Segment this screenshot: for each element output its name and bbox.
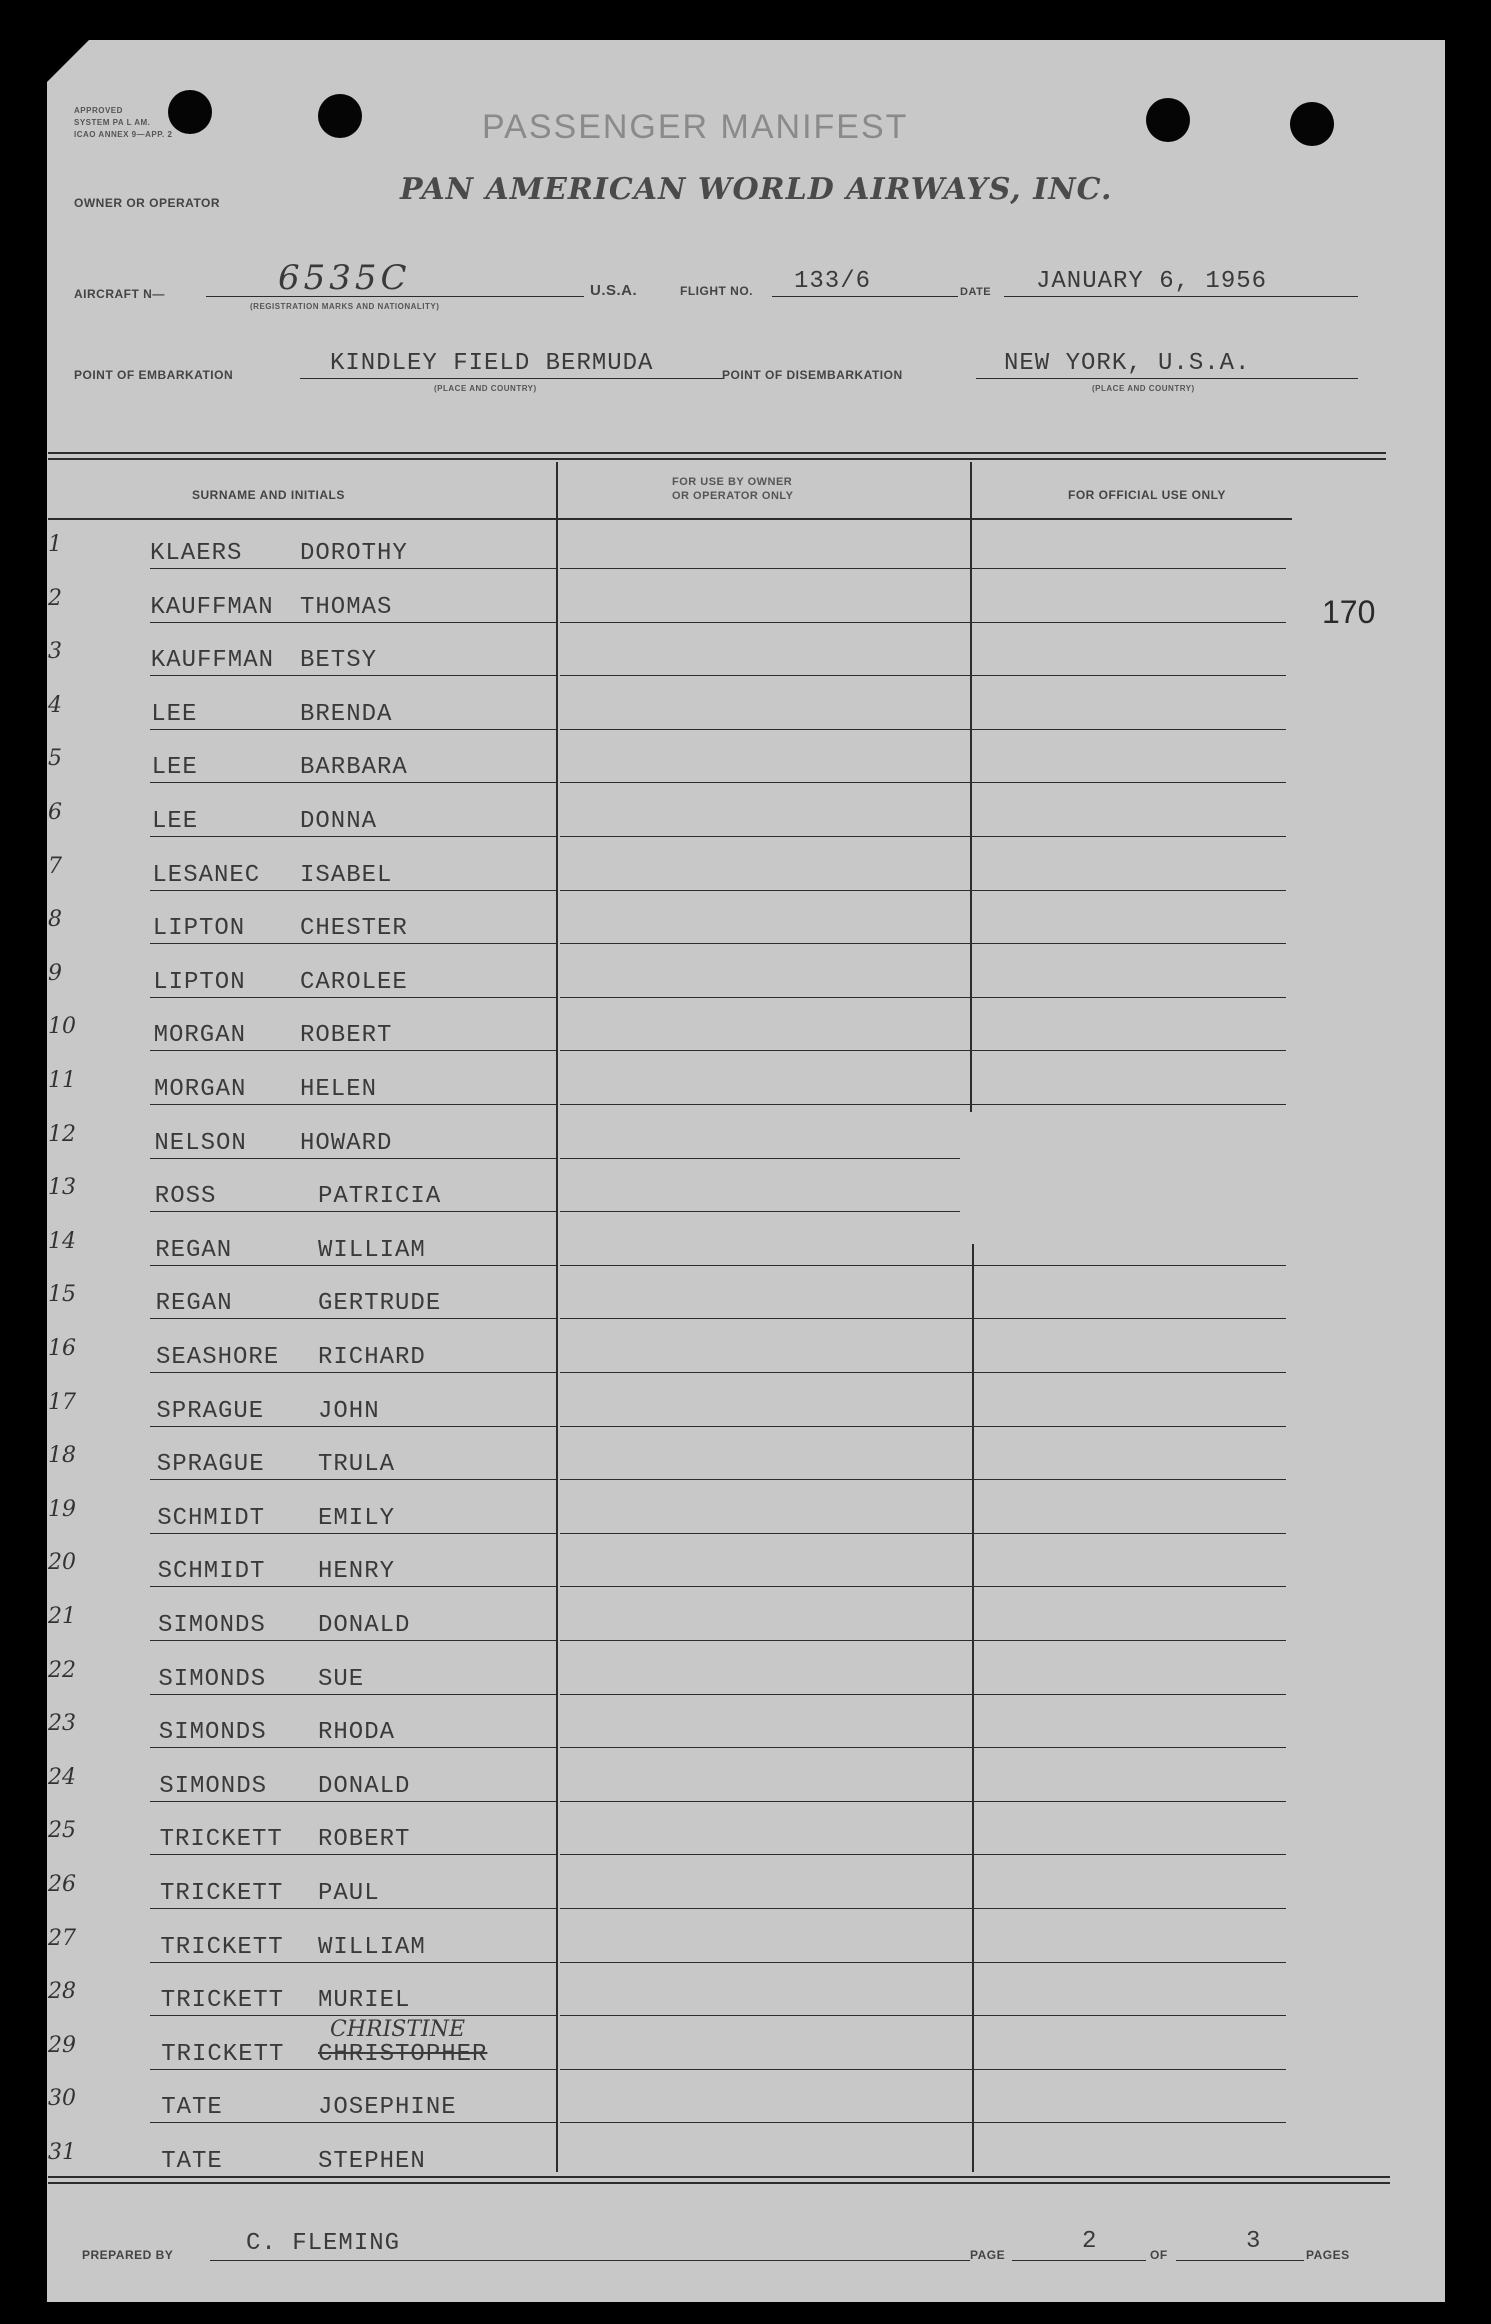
row-rule [560, 1854, 1286, 1855]
passenger-given-name: PATRICIA [318, 1183, 442, 1210]
passenger-given-name: JOHN [318, 1398, 380, 1425]
passenger-surname: KAUFFMAN [150, 594, 274, 621]
passenger-row [0, 1229, 1400, 1285]
check-mark: 24 [48, 1765, 76, 1790]
row-rule [150, 1854, 558, 1855]
passenger-surname: SIMONDS [158, 1666, 267, 1693]
passenger-surname: TRICKETT [161, 2041, 285, 2068]
passenger-row [0, 693, 1400, 749]
passenger-surname: LIPTON [153, 969, 246, 996]
passenger-given-name: DOROTHY [300, 540, 408, 567]
passenger-given-name: BARBARA [300, 754, 408, 781]
passenger-given-name: CHRISTOPHER [318, 2041, 488, 2068]
check-mark: 17 [48, 1390, 76, 1415]
check-mark: 6 [48, 800, 62, 825]
passenger-given-name: TRULA [318, 1451, 396, 1478]
column-header-surname: SURNAME AND INITIALS [192, 488, 345, 502]
row-rule [150, 2015, 558, 2016]
passenger-given-name: CAROLEE [300, 969, 408, 996]
approval-line: ICAO ANNEX 9—APP. 2 [74, 130, 173, 139]
check-mark: 7 [48, 854, 62, 879]
passenger-given-name: SUE [318, 1666, 365, 1693]
passenger-given-name: RICHARD [318, 1344, 426, 1371]
row-rule [560, 997, 1286, 998]
check-mark: 16 [48, 1336, 76, 1361]
passenger-row [0, 1282, 1400, 1338]
passenger-surname: ROSS [154, 1183, 217, 1210]
row-rule [560, 1050, 1286, 1051]
passenger-row [0, 1497, 1400, 1553]
total-line [1176, 2260, 1304, 2261]
passenger-surname: LEE [152, 808, 199, 835]
passenger-given-name: DONNA [300, 808, 378, 835]
row-rule [560, 890, 1286, 891]
passenger-row [0, 854, 1400, 910]
passenger-row [0, 2140, 1400, 2196]
approval-line: SYSTEM PA L AM. [74, 118, 151, 127]
embark-value: KINDLEY FIELD BERMUDA [330, 350, 654, 377]
row-rule [150, 622, 558, 623]
row-rule [560, 675, 1286, 676]
passenger-surname: TRICKETT [160, 1934, 284, 1961]
passenger-surname: LESANEC [152, 862, 261, 889]
total-pages-value: 3 [1246, 2228, 1262, 2255]
check-mark: 18 [48, 1443, 76, 1468]
punch-hole [1290, 102, 1334, 146]
passenger-row [0, 1443, 1400, 1499]
check-mark: 14 [48, 1229, 76, 1254]
folded-corner [47, 40, 89, 82]
row-rule [150, 1801, 558, 1802]
aircraft-value: 6535C [278, 258, 411, 298]
check-mark: 3 [48, 639, 62, 664]
passenger-surname: SIMONDS [158, 1719, 267, 1746]
passenger-row [0, 1711, 1400, 1767]
passenger-surname: SEASHORE [156, 1344, 280, 1371]
row-rule [560, 1265, 1286, 1266]
row-rule [560, 1479, 1286, 1480]
check-mark: 13 [48, 1175, 76, 1200]
check-mark: 29 [48, 2033, 76, 2058]
check-mark: 15 [48, 1282, 76, 1307]
passenger-row [0, 1765, 1400, 1821]
passenger-row [0, 1175, 1400, 1231]
disembark-note: (PLACE AND COUNTRY) [1092, 384, 1195, 393]
check-mark: 10 [48, 1014, 76, 1039]
check-mark: 12 [48, 1122, 76, 1147]
flight-value: 133/6 [794, 268, 872, 295]
passenger-row [0, 961, 1400, 1017]
passenger-row [0, 1979, 1400, 2035]
passenger-row [0, 639, 1400, 695]
passenger-given-name: GERTRUDE [318, 1290, 442, 1317]
passenger-surname: REGAN [155, 1237, 233, 1264]
row-rule [150, 890, 558, 891]
row-rule [150, 568, 558, 569]
check-mark: 26 [48, 1872, 76, 1897]
check-mark: 19 [48, 1497, 76, 1522]
passenger-given-name: BRENDA [300, 701, 393, 728]
embark-label: POINT OF EMBARKATION [74, 368, 234, 382]
passenger-given-name: ROBERT [318, 1826, 411, 1853]
passenger-given-name: CHESTER [300, 915, 408, 942]
check-mark: 1 [48, 532, 62, 557]
row-rule [150, 836, 558, 837]
column-header-official: FOR OFFICIAL USE ONLY [1068, 488, 1226, 502]
row-rule [150, 1372, 558, 1373]
passenger-row [0, 2017, 1400, 2089]
row-rule [560, 1747, 1286, 1748]
passenger-given-name: BETSY [300, 647, 378, 674]
operator-name: PAN AMERICAN WORLD AIRWAYS, INC. [400, 172, 1113, 207]
passenger-given-name: DONALD [318, 1773, 411, 1800]
check-mark: 22 [48, 1658, 76, 1683]
passenger-row [0, 1014, 1400, 1070]
passenger-row [0, 532, 1400, 588]
passenger-given-name: EMILY [318, 1505, 396, 1532]
row-rule [150, 997, 558, 998]
row-rule [560, 2069, 1286, 2070]
passenger-given-name: HOWARD [300, 1130, 393, 1157]
check-mark: 2 [48, 586, 62, 611]
disembark-label: POINT OF DISEMBARKATION [722, 368, 903, 382]
row-rule [560, 836, 1286, 837]
row-rule [560, 2015, 1286, 2016]
row-rule [150, 1962, 558, 1963]
row-rule [150, 943, 558, 944]
row-rule [560, 1694, 1286, 1695]
passenger-given-name: PAUL [318, 1880, 380, 1907]
row-rule [560, 1318, 1286, 1319]
passenger-row [0, 1336, 1400, 1392]
passenger-given-name: STEPHEN [318, 2148, 426, 2175]
row-rule [150, 1694, 558, 1695]
row-rule [150, 1479, 558, 1480]
row-rule [560, 1104, 1286, 1105]
row-rule [560, 729, 1286, 730]
check-mark: 5 [48, 746, 62, 771]
passenger-surname: LEE [151, 754, 198, 781]
passenger-row [0, 1390, 1400, 1446]
passenger-row [0, 1068, 1400, 1124]
row-rule [150, 1908, 558, 1909]
passenger-row [0, 907, 1400, 963]
passenger-surname: SCHMIDT [157, 1505, 266, 1532]
disembark-value: NEW YORK, U.S.A. [1004, 350, 1251, 377]
passenger-row [0, 800, 1400, 856]
pages-label: PAGES [1306, 2248, 1350, 2262]
passenger-surname: SCHMIDT [157, 1558, 266, 1585]
page-label: PAGE [970, 2248, 1006, 2262]
passenger-surname: TRICKETT [159, 1826, 283, 1853]
passenger-given-name: THOMAS [300, 594, 393, 621]
row-rule [560, 782, 1286, 783]
row-rule [150, 2122, 558, 2123]
check-mark: 21 [48, 1604, 76, 1629]
row-rule [150, 1533, 558, 1534]
passenger-surname: SIMONDS [158, 1612, 266, 1639]
date-line [1004, 296, 1358, 297]
punch-hole [1146, 98, 1190, 142]
row-rule [560, 1801, 1286, 1802]
passenger-surname: TATE [161, 2148, 223, 2175]
date-value: JANUARY 6, 1956 [1036, 268, 1268, 295]
row-rule [150, 1747, 558, 1748]
row-rule [560, 568, 1286, 569]
flight-line [772, 296, 958, 297]
embark-note: (PLACE AND COUNTRY) [434, 384, 537, 393]
passenger-given-name: WILLIAM [318, 1237, 426, 1264]
check-mark: 8 [48, 907, 62, 932]
prepared-line [210, 2260, 970, 2261]
passenger-surname: MORGAN [154, 1076, 247, 1103]
column-header-owner-use: FOR USE BY OWNER [672, 476, 793, 488]
passenger-row [0, 1926, 1400, 1982]
usa-label: U.S.A. [590, 282, 638, 299]
row-rule [150, 1265, 558, 1266]
passenger-row [0, 1658, 1400, 1714]
row-rule [560, 1533, 1286, 1534]
passenger-row [0, 2086, 1400, 2142]
page-title: PASSENGER MANIFEST [482, 108, 909, 146]
row-rule [560, 1372, 1286, 1373]
disembark-line [976, 378, 1358, 379]
row-rule [560, 1211, 960, 1212]
prepared-label: PREPARED BY [82, 2248, 174, 2262]
passenger-surname: REGAN [155, 1290, 233, 1317]
check-mark: 20 [48, 1550, 76, 1575]
page-value: 2 [1082, 2228, 1098, 2255]
aircraft-label: AIRCRAFT N— [74, 287, 165, 301]
prepared-value: C. FLEMING [246, 2230, 401, 2257]
passenger-row [0, 746, 1400, 802]
passenger-surname: LEE [151, 701, 198, 728]
flight-label: FLIGHT NO. [680, 284, 753, 298]
passenger-row [0, 1122, 1400, 1178]
passenger-surname: NELSON [154, 1130, 247, 1157]
passenger-surname: MORGAN [153, 1022, 247, 1049]
passenger-row [0, 1604, 1400, 1660]
check-mark: 31 [48, 2140, 76, 2165]
row-rule [150, 782, 558, 783]
passenger-surname: TRICKETT [160, 1987, 285, 2014]
passenger-row [0, 586, 1400, 642]
punch-hole [168, 90, 212, 134]
check-mark: 27 [48, 1926, 76, 1951]
check-mark: 30 [48, 2086, 76, 2111]
margin-note: 170 [1322, 594, 1376, 630]
row-rule [150, 2069, 558, 2070]
passenger-surname: KAUFFMAN [150, 647, 275, 674]
row-rule [150, 729, 558, 730]
passenger-surname: TATE [161, 2094, 223, 2121]
passenger-given-name: WILLIAM [318, 1934, 426, 1961]
embark-line [300, 378, 724, 379]
passenger-given-name: ISABEL [300, 862, 393, 889]
check-mark: 11 [48, 1068, 76, 1093]
passenger-surname: SPRAGUE [156, 1451, 265, 1478]
page-line [1012, 2260, 1146, 2261]
passenger-row [0, 1818, 1400, 1874]
row-rule [150, 1640, 558, 1641]
passenger-surname: TRICKETT [160, 1880, 284, 1907]
passenger-row [0, 1872, 1400, 1928]
registration-note: (REGISTRATION MARKS AND NATIONALITY) [250, 302, 440, 311]
passenger-given-name: HENRY [318, 1558, 396, 1585]
row-rule [560, 943, 1286, 944]
owner-label: OWNER OR OPERATOR [74, 196, 221, 210]
header-bottom-rule [48, 518, 1292, 520]
row-rule [560, 1426, 1286, 1427]
passenger-surname: KLAERS [150, 540, 243, 567]
of-label: OF [1150, 2248, 1168, 2262]
table-bottom-rule [48, 2176, 1390, 2178]
row-rule [150, 1426, 558, 1427]
column-header-owner-use: OR OPERATOR ONLY [672, 490, 794, 502]
row-rule [560, 1908, 1286, 1909]
row-rule [150, 675, 558, 676]
row-rule [560, 2122, 1286, 2123]
passenger-given-name: JOSEPHINE [318, 2094, 457, 2121]
row-rule [150, 1586, 558, 1587]
check-mark: 9 [48, 961, 62, 986]
row-rule [560, 1586, 1286, 1587]
punch-hole [318, 94, 362, 138]
table-top-rule-2 [48, 458, 1386, 460]
date-label: DATE [960, 286, 992, 298]
row-rule [150, 1158, 558, 1159]
passenger-surname: LIPTON [152, 915, 246, 942]
table-bottom-rule-2 [48, 2182, 1390, 2184]
row-rule [150, 1050, 558, 1051]
check-mark: 23 [48, 1711, 76, 1736]
check-mark: 28 [48, 1979, 76, 2004]
passenger-given-name: DONALD [318, 1612, 411, 1639]
approval-line: APPROVED [74, 106, 123, 115]
table-top-rule [48, 452, 1386, 454]
row-rule [560, 1158, 960, 1159]
passenger-given-name: HELEN [300, 1076, 378, 1103]
check-mark: 4 [48, 693, 62, 718]
handwritten-correction: CHRISTINE [330, 2017, 466, 2042]
passenger-given-name: RHODA [318, 1719, 396, 1746]
row-rule [150, 1211, 558, 1212]
passenger-surname: SIMONDS [159, 1773, 268, 1800]
passenger-surname: SPRAGUE [156, 1398, 265, 1425]
row-rule [560, 622, 1286, 623]
passenger-given-name: ROBERT [300, 1022, 393, 1049]
row-rule [150, 1104, 558, 1105]
row-rule [150, 1318, 558, 1319]
row-rule [560, 1962, 1286, 1963]
check-mark: 25 [48, 1818, 76, 1843]
row-rule [560, 1640, 1286, 1641]
passenger-given-name: MURIEL [318, 1987, 411, 2014]
passenger-row [0, 1550, 1400, 1606]
